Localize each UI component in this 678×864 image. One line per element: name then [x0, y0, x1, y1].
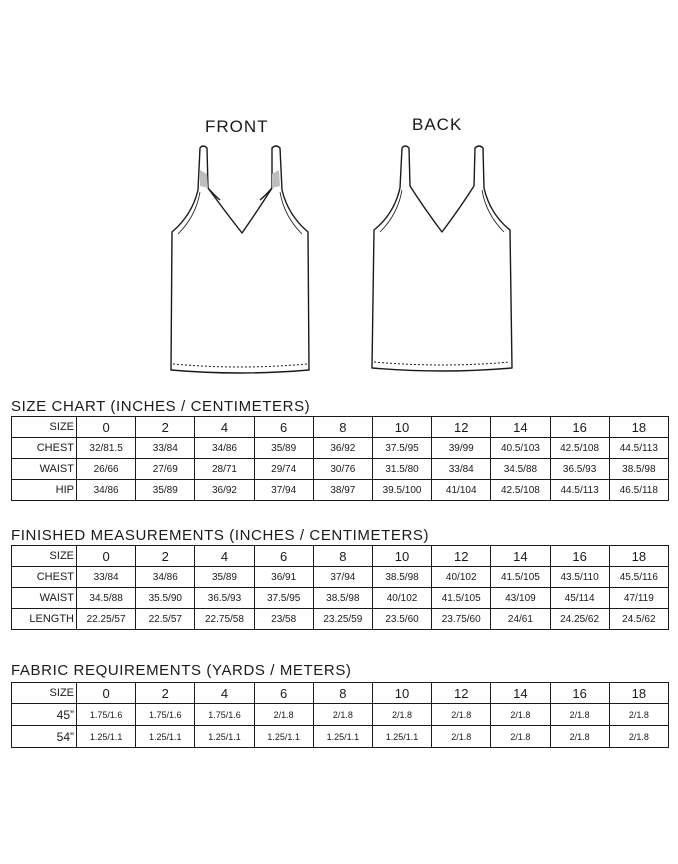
size-cell: 18 — [609, 546, 668, 567]
table-cell: 26/66 — [77, 459, 136, 480]
table-cell: 37.5/95 — [254, 588, 313, 609]
table-cell: 29/74 — [254, 459, 313, 480]
size-cell: 14 — [491, 683, 550, 704]
table-cell: 22.5/57 — [136, 609, 195, 630]
table-cell: 40.5/103 — [491, 438, 550, 459]
row-label: HIP — [12, 480, 77, 501]
size-cell: 4 — [195, 683, 254, 704]
table-cell: 39/99 — [432, 438, 491, 459]
table-cell: 34.5/88 — [491, 459, 550, 480]
table-cell: 35/89 — [195, 567, 254, 588]
table-cell: 34/86 — [77, 480, 136, 501]
size-cell: 10 — [372, 683, 431, 704]
table-cell: 38/97 — [313, 480, 372, 501]
table-cell: 2/1.8 — [550, 726, 609, 748]
table-cell: 24.5/62 — [609, 609, 668, 630]
table-cell: 36/92 — [195, 480, 254, 501]
table-cell: 36.5/93 — [195, 588, 254, 609]
table-cell: 2/1.8 — [313, 704, 372, 726]
size-cell: 18 — [609, 417, 668, 438]
table-cell: 30/76 — [313, 459, 372, 480]
table-cell: 32/81.5 — [77, 438, 136, 459]
front-view-illustration — [160, 140, 320, 380]
table-cell: 43/109 — [491, 588, 550, 609]
table-cell: 36/92 — [313, 438, 372, 459]
table-cell: 36.5/93 — [550, 459, 609, 480]
size-cell: 10 — [372, 417, 431, 438]
size-cell: 8 — [313, 683, 372, 704]
size-header-label: SIZE — [12, 683, 77, 704]
table-cell: 1.25/1.1 — [254, 726, 313, 748]
table-cell: 45.5/116 — [609, 567, 668, 588]
table-row — [12, 609, 669, 630]
table-cell: 41.5/105 — [432, 588, 491, 609]
row-label: CHEST — [12, 567, 77, 588]
size-cell: 8 — [313, 546, 372, 567]
table-cell: 24/61 — [491, 609, 550, 630]
table-cell: 35/89 — [136, 480, 195, 501]
table-cell: 41/104 — [432, 480, 491, 501]
table-cell: 38.5/98 — [609, 459, 668, 480]
table-cell: 33/84 — [432, 459, 491, 480]
table-cell: 35/89 — [254, 438, 313, 459]
size-cell: 4 — [195, 417, 254, 438]
size-chart-title: SIZE CHART (INCHES / CENTIMETERS) — [11, 398, 311, 415]
size-cell: 16 — [550, 683, 609, 704]
table-cell: 36/91 — [254, 567, 313, 588]
size-cell: 16 — [550, 546, 609, 567]
table-cell: 2/1.8 — [609, 726, 668, 748]
table-cell: 2/1.8 — [432, 726, 491, 748]
table-cell: 34.5/88 — [77, 588, 136, 609]
table-cell: 38.5/98 — [313, 588, 372, 609]
table-cell: 47/119 — [609, 588, 668, 609]
table-cell: 2/1.8 — [491, 726, 550, 748]
table-cell: 44.5/113 — [550, 480, 609, 501]
table-cell: 42.5/108 — [550, 438, 609, 459]
size-cell: 16 — [550, 417, 609, 438]
row-label: 54” — [12, 726, 77, 748]
table-row — [12, 567, 669, 588]
table-cell: 2/1.8 — [550, 704, 609, 726]
table-cell: 46.5/118 — [609, 480, 668, 501]
table-cell: 1.25/1.1 — [372, 726, 431, 748]
finished-measurements-title: FINISHED MEASUREMENTS (INCHES / CENTIMETERS) — [11, 527, 430, 544]
back-view-illustration — [364, 140, 524, 380]
table-cell: 37/94 — [254, 480, 313, 501]
size-cell: 12 — [432, 546, 491, 567]
table-cell: 1.75/1.6 — [136, 704, 195, 726]
size-cell: 8 — [313, 417, 372, 438]
table-cell: 1.25/1.1 — [195, 726, 254, 748]
table-row — [12, 459, 669, 480]
row-label: 45” — [12, 704, 77, 726]
size-header-row — [12, 417, 669, 438]
table-cell: 34/86 — [136, 567, 195, 588]
table-cell: 23.75/60 — [432, 609, 491, 630]
table-cell: 2/1.8 — [254, 704, 313, 726]
table-row — [12, 480, 669, 501]
finished-measurements-table — [11, 545, 669, 630]
front-label: FRONT — [205, 117, 269, 136]
size-cell: 18 — [609, 683, 668, 704]
table-cell: 38.5/98 — [372, 567, 431, 588]
table-cell: 43.5/110 — [550, 567, 609, 588]
fabric-requirements-title: FABRIC REQUIREMENTS (YARDS / METERS) — [11, 662, 352, 679]
size-cell: 6 — [254, 417, 313, 438]
back-label: BACK — [412, 115, 463, 134]
table-cell: 2/1.8 — [491, 704, 550, 726]
size-cell: 6 — [254, 683, 313, 704]
table-row — [12, 588, 669, 609]
table-cell: 1.25/1.1 — [77, 726, 136, 748]
table-cell: 23/58 — [254, 609, 313, 630]
size-cell: 2 — [136, 683, 195, 704]
size-cell: 10 — [372, 546, 431, 567]
size-cell: 0 — [77, 417, 136, 438]
size-cell: 2 — [136, 546, 195, 567]
table-cell: 1.75/1.6 — [195, 704, 254, 726]
size-header-row — [12, 546, 669, 567]
fabric-requirements-table — [11, 682, 669, 748]
table-cell: 22.75/58 — [195, 609, 254, 630]
table-cell: 31.5/80 — [372, 459, 431, 480]
row-label: WAIST — [12, 588, 77, 609]
table-row — [12, 726, 669, 748]
size-cell: 12 — [432, 683, 491, 704]
table-cell: 39.5/100 — [372, 480, 431, 501]
table-cell: 22.25/57 — [77, 609, 136, 630]
table-cell: 23.25/59 — [313, 609, 372, 630]
size-cell: 4 — [195, 546, 254, 567]
table-cell: 28/71 — [195, 459, 254, 480]
table-cell: 1.25/1.1 — [136, 726, 195, 748]
table-cell: 41.5/105 — [491, 567, 550, 588]
size-cell: 14 — [491, 417, 550, 438]
table-cell: 1.75/1.6 — [77, 704, 136, 726]
table-cell: 37/94 — [313, 567, 372, 588]
table-cell: 2/1.8 — [432, 704, 491, 726]
table-row — [12, 438, 669, 459]
table-cell: 40/102 — [432, 567, 491, 588]
table-cell: 45/114 — [550, 588, 609, 609]
size-header-row — [12, 683, 669, 704]
size-cell: 0 — [77, 546, 136, 567]
table-cell: 37.5/95 — [372, 438, 431, 459]
table-cell: 2/1.8 — [609, 704, 668, 726]
size-header-label: SIZE — [12, 417, 77, 438]
table-cell: 40/102 — [372, 588, 431, 609]
size-cell: 6 — [254, 546, 313, 567]
size-chart-table — [11, 416, 669, 501]
table-cell: 33/84 — [77, 567, 136, 588]
table-cell: 24.25/62 — [550, 609, 609, 630]
table-cell: 34/86 — [195, 438, 254, 459]
table-row — [12, 704, 669, 726]
table-cell: 42.5/108 — [491, 480, 550, 501]
row-label: WAIST — [12, 459, 77, 480]
table-cell: 35.5/90 — [136, 588, 195, 609]
row-label: CHEST — [12, 438, 77, 459]
table-cell: 33/84 — [136, 438, 195, 459]
size-cell: 14 — [491, 546, 550, 567]
table-cell: 2/1.8 — [372, 704, 431, 726]
table-cell: 23.5/60 — [372, 609, 431, 630]
size-cell: 12 — [432, 417, 491, 438]
table-cell: 1.25/1.1 — [313, 726, 372, 748]
size-cell: 2 — [136, 417, 195, 438]
table-cell: 44.5/113 — [609, 438, 668, 459]
table-cell: 27/69 — [136, 459, 195, 480]
size-cell: 0 — [77, 683, 136, 704]
row-label: LENGTH — [12, 609, 77, 630]
size-header-label: SIZE — [12, 546, 77, 567]
